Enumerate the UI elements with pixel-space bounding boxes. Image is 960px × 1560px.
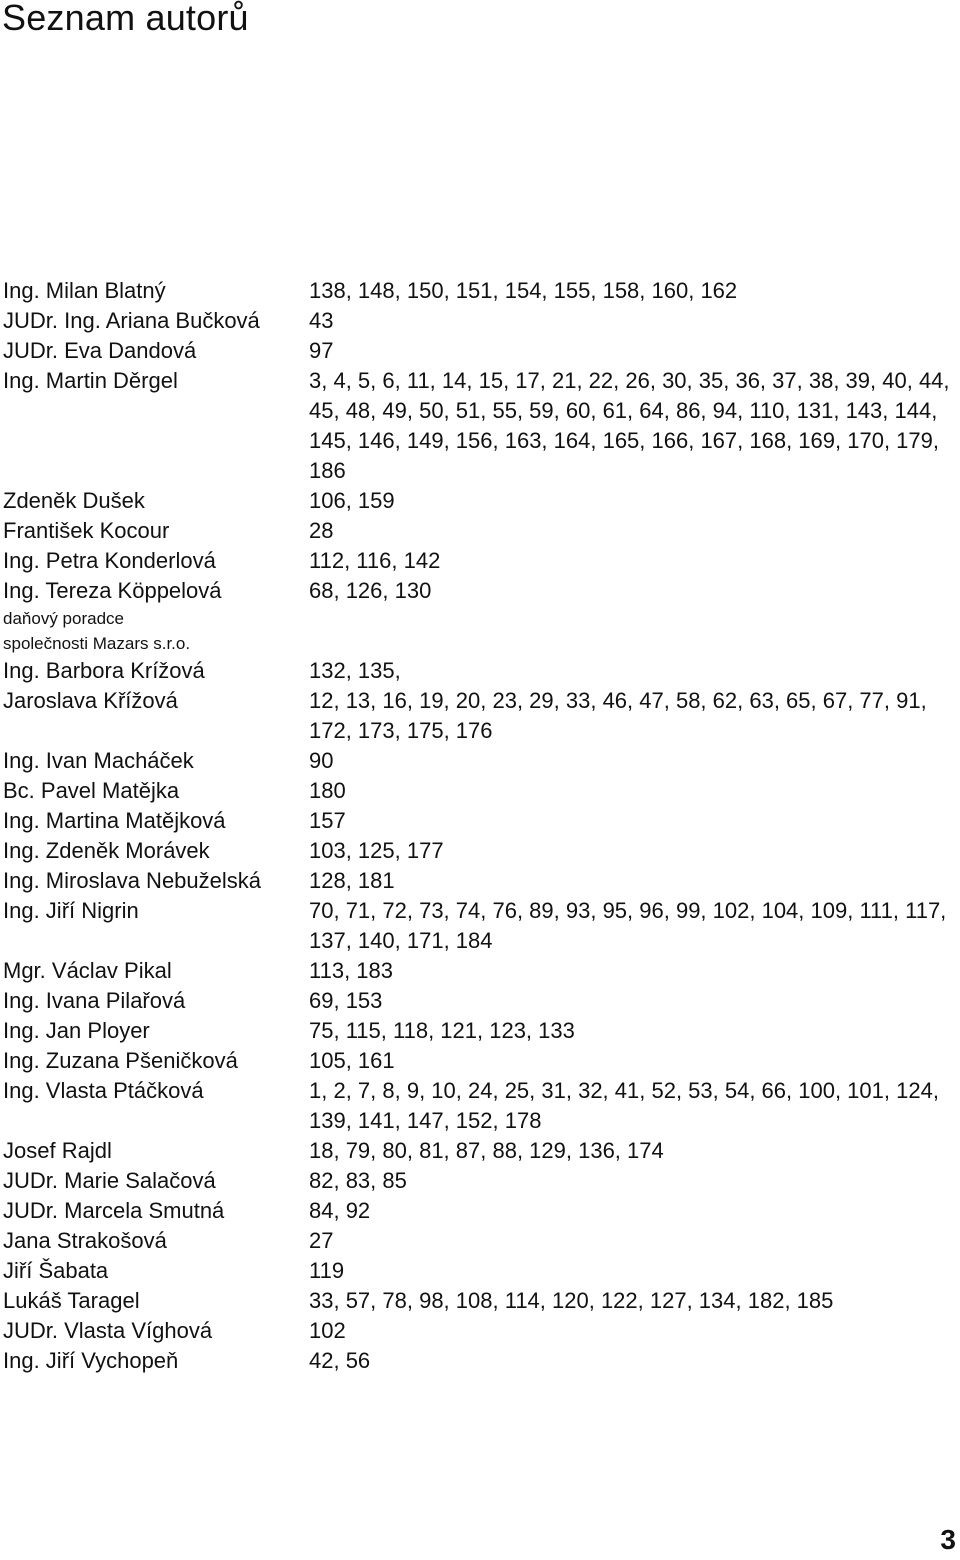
author-name: Ing. Martina Matějková xyxy=(3,808,226,833)
author-name: Jaroslava Křížová xyxy=(3,688,178,713)
author-name: JUDr. Marcela Smutná xyxy=(3,1198,225,1223)
author-name-cell xyxy=(3,656,309,686)
author-entry xyxy=(3,1286,958,1316)
author-entry xyxy=(3,516,958,546)
author-pages: 102 xyxy=(309,1318,346,1343)
author-name-cell xyxy=(3,1316,309,1346)
author-name-cell xyxy=(3,866,309,896)
author-entry xyxy=(3,1346,958,1376)
author-entry xyxy=(3,956,958,986)
author-name-cell xyxy=(3,896,309,926)
author-pages: 75, 115, 118, 121, 123, 133 xyxy=(309,1018,575,1043)
author-pages: 90 xyxy=(309,748,334,773)
author-name-cell xyxy=(3,1016,309,1046)
author-name: Ing. Zuzana Pšeničková xyxy=(3,1048,238,1073)
author-pages: 180 xyxy=(309,778,346,803)
author-name-cell xyxy=(3,1166,309,1196)
author-name: JUDr. Marie Salačová xyxy=(3,1168,216,1193)
author-pages: 82, 83, 85 xyxy=(309,1168,407,1193)
author-entry xyxy=(3,986,958,1016)
author-name: JUDr. Eva Dandová xyxy=(3,338,197,363)
author-name-cell xyxy=(3,1196,309,1226)
author-name-cell xyxy=(3,746,309,776)
author-name: Mgr. Václav Pikal xyxy=(3,958,172,983)
author-name-cell xyxy=(3,1256,309,1286)
author-name: Ing. Miroslava Nebuželská xyxy=(3,868,262,893)
author-name: Ing. Vlasta Ptáčková xyxy=(3,1078,204,1103)
author-entry xyxy=(3,546,958,576)
author-pages: 113, 183 xyxy=(309,958,394,983)
author-name: Ing. Jan Ployer xyxy=(3,1018,150,1043)
author-entry xyxy=(3,836,958,866)
author-name: Josef Rajdl xyxy=(3,1138,112,1163)
author-name: Bc. Pavel Matějka xyxy=(3,778,180,803)
author-name: Ing. Martin Děrgel xyxy=(3,368,178,393)
page-number: 3 xyxy=(940,1524,956,1555)
author-name: Ing. Milan Blatný xyxy=(3,278,166,303)
author-entry xyxy=(3,866,958,896)
author-pages: 42, 56 xyxy=(309,1348,371,1373)
author-name: Ing. Ivan Macháček xyxy=(3,748,194,773)
author-pages: 43 xyxy=(309,308,334,333)
author-pages: 97 xyxy=(309,338,334,363)
author-name-cell xyxy=(3,1136,309,1166)
author-pages: 18, 79, 80, 81, 87, 88, 129, 136, 174 xyxy=(309,1138,664,1163)
author-name: František Kocour xyxy=(3,518,170,543)
author-pages: 68, 126, 130 xyxy=(309,578,432,603)
author-list xyxy=(3,276,958,1376)
author-entry xyxy=(3,656,958,686)
author-name-cell xyxy=(3,1226,309,1256)
author-name-cell xyxy=(3,1076,309,1106)
author-pages: 27 xyxy=(309,1228,334,1253)
author-pages: 112, 116, 142 xyxy=(309,548,441,573)
author-name-cell xyxy=(3,366,309,396)
author-pages: 12, 13, 16, 19, 20, 23, 29, 33, 46, 47, 58, 62, 63, 65, 67, 77, 91, 172, 173, 175, 176 xyxy=(309,688,927,743)
author-entry xyxy=(3,896,958,956)
author-pages: 70, 71, 72, 73, 74, 76, 89, 93, 95, 96, 99, 102, 104, 109, 111, 117, 137, 140, 171, 184 xyxy=(309,898,947,953)
author-name: Ing. Tereza Köppelová xyxy=(3,578,222,603)
author-name: Zdeněk Dušek xyxy=(3,488,145,513)
author-entry xyxy=(3,1166,958,1196)
author-name: Ing. Zdeněk Morávek xyxy=(3,838,210,863)
author-entry xyxy=(3,1046,958,1076)
author-entry xyxy=(3,1076,958,1136)
author-name-cell xyxy=(3,546,309,576)
author-name-cell xyxy=(3,516,309,546)
author-pages: 105, 161 xyxy=(309,1048,395,1073)
author-name: Ing. Ivana Pilařová xyxy=(3,988,186,1013)
author-name: JUDr. Ing. Ariana Bučková xyxy=(3,308,260,333)
author-entry xyxy=(3,336,958,366)
author-affiliation: daňový poradce xyxy=(3,609,124,628)
author-entry xyxy=(3,276,958,306)
author-name-cell xyxy=(3,276,309,306)
author-entry xyxy=(3,1316,958,1346)
author-pages: 157 xyxy=(309,808,346,833)
author-entry xyxy=(3,1196,958,1226)
page-title: Seznam autorů xyxy=(2,0,249,38)
author-name-cell xyxy=(3,1046,309,1076)
author-entry xyxy=(3,806,958,836)
author-pages: 1, 2, 7, 8, 9, 10, 24, 25, 31, 32, 41, 52, 53, 54, 66, 100, 101, 124, 139, 141, 147, 152, 178 xyxy=(309,1078,939,1133)
author-pages: 119 xyxy=(309,1258,345,1283)
author-entry xyxy=(3,1226,958,1256)
author-entry xyxy=(3,776,958,806)
author-pages: 33, 57, 78, 98, 108, 114, 120, 122, 127, 134, 182, 185 xyxy=(309,1288,834,1313)
author-entry xyxy=(3,1256,958,1286)
author-name-cell xyxy=(3,806,309,836)
author-name-cell xyxy=(3,686,309,716)
author-name-cell xyxy=(3,306,309,336)
author-name: Ing. Jiří Vychopeň xyxy=(3,1348,179,1373)
author-name-cell xyxy=(3,1346,309,1376)
author-entry xyxy=(3,1016,958,1046)
author-pages: 132, 135, xyxy=(309,658,401,683)
author-name: Jiří Šabata xyxy=(3,1258,109,1283)
author-name: Ing. Barbora Krížová xyxy=(3,658,205,683)
author-pages: 28 xyxy=(309,518,334,543)
author-name: JUDr. Vlasta Víghová xyxy=(3,1318,213,1343)
author-pages: 138, 148, 150, 151, 154, 155, 158, 160, 162 xyxy=(309,278,738,303)
author-name-cell xyxy=(3,776,309,806)
author-affiliation: společnosti Mazars s.r.o. xyxy=(3,634,191,653)
author-pages: 84, 92 xyxy=(309,1198,371,1223)
author-pages: 128, 181 xyxy=(309,868,395,893)
author-entry xyxy=(3,1136,958,1166)
author-name-cell xyxy=(3,486,309,516)
author-entry xyxy=(3,366,958,486)
author-name-cell xyxy=(3,986,309,1016)
author-pages: 69, 153 xyxy=(309,988,383,1013)
author-entry xyxy=(3,306,958,336)
author-entry xyxy=(3,486,958,516)
author-name-cell xyxy=(3,956,309,986)
author-pages: 103, 125, 177 xyxy=(309,838,444,863)
author-pages: 3, 4, 5, 6, 11, 14, 15, 17, 21, 22, 26, 30, 35, 36, 37, 38, 39, 40, 44, 45, 48, 49, 50, 51, 55, 59, 60, 61, 64, 86, 94, 110, 131, 143, 144, 145, 146, 149, 156, 163, 164, 165, 166, 167, 168, 169, 170, 179, 186 xyxy=(309,368,950,483)
author-pages: 106, 159 xyxy=(309,488,395,513)
author-name-cell xyxy=(3,836,309,866)
author-name: Lukáš Taragel xyxy=(3,1288,140,1313)
author-name-cell xyxy=(3,576,309,656)
author-entry xyxy=(3,746,958,776)
author-name: Ing. Jiří Nigrin xyxy=(3,898,139,923)
author-entry xyxy=(3,686,958,746)
author-entry xyxy=(3,576,958,656)
author-name-cell xyxy=(3,1286,309,1316)
author-name-cell xyxy=(3,336,309,366)
author-name: Ing. Petra Konderlová xyxy=(3,548,216,573)
author-name: Jana Strakošová xyxy=(3,1228,167,1253)
